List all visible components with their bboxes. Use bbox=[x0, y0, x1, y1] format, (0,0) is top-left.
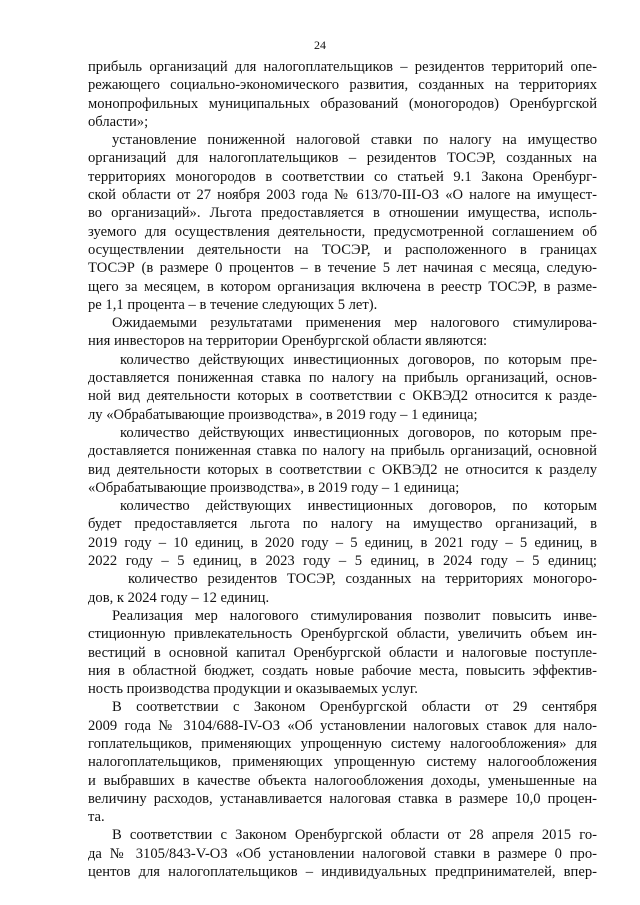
text-line: территориях моногородов в соответствии со статьей 9.1 Закона Оренбург- bbox=[88, 168, 597, 185]
text-line: ния инвесторов на территории Оренбургской области являются: bbox=[88, 333, 488, 350]
text-line: ре 1,1 процента – в течение следующих 5 лет). bbox=[88, 296, 378, 313]
text-line: доставляется пониженная ставка по налогу на прибыль организаций, основной bbox=[88, 443, 597, 460]
text-line: дов, к 2024 году – 12 единиц. bbox=[88, 589, 270, 606]
text-line: количество резидентов ТОСЭР, созданных на территориях моногоро- bbox=[128, 571, 597, 588]
text-line: осуществлении деятельности на ТОСЭР, и расположенного в границах bbox=[88, 241, 597, 258]
text-line: 2022 году – 5 единиц, в 2023 году – 5 единиц, в 2024 году – 5 единиц; bbox=[88, 553, 597, 570]
text-line: да № 3105/843-V-ОЗ «Об установлении налоговой ставки в размере 0 про- bbox=[88, 845, 597, 862]
text-line: доставляется пониженная ставка по налогу на прибыль организаций, основ- bbox=[88, 370, 597, 387]
text-line: 2019 году – 10 единиц, в 2020 году – 5 единиц, в 2021 году – 5 единиц, в bbox=[88, 534, 597, 551]
text-line: 2009 года № 3104/688-IV-ОЗ «Об установлении налоговых ставок для нало- bbox=[88, 717, 597, 734]
text-line: гоплательщиков, применяющих упрощенную систему налогообложения» для bbox=[88, 735, 597, 752]
text-line: области»; bbox=[88, 113, 149, 130]
text-line: лу «Обрабатывающие производства», в 2019 году – 1 единица; bbox=[88, 406, 478, 423]
text-line: зуемого для осуществления деятельности, предусмотренной соглашением об bbox=[88, 223, 597, 240]
text-line: во организаций». Льгота предоставляется в отношении имущества, исполь- bbox=[88, 205, 597, 222]
text-line: вид деятельности которых в соответствии с ОКВЭД2 не относится к разделу bbox=[88, 461, 597, 478]
text-line: та. bbox=[88, 809, 105, 826]
text-line: вестиций в основной капитал Оренбургской области и налоговые поступле- bbox=[88, 644, 597, 661]
text-line: и выбравших в качестве объекта налогообложения доходы, уменьшенные на bbox=[88, 772, 597, 789]
text-line: ния в областной бюджет, создать новые рабочие места, повысить эффектив- bbox=[88, 662, 597, 679]
text-line: режающего социально-экономического развития, созданных на территориях bbox=[88, 77, 597, 94]
text-line: величину расходов, устанавливается налоговая ставка в размере 10,0 процен- bbox=[88, 790, 597, 807]
text-line: будет предоставляется льгота по налогу на имущество организаций, в bbox=[88, 516, 597, 533]
text-line: «Обрабатывающие производства», в 2019 году – 1 единица; bbox=[88, 479, 460, 496]
document-body bbox=[88, 58, 597, 881]
text-line: количество действующих инвестиционных договоров, по которым пре- bbox=[120, 351, 597, 368]
text-line: прибыль организаций для налогоплательщиков – резидентов территорий опе- bbox=[88, 59, 597, 75]
text-line: монопрофильных муниципальных образований (моногородов) Оренбургской bbox=[88, 95, 597, 112]
text-line: центов для налогоплательщиков – индивидуальных предпринимателей, впер- bbox=[88, 864, 597, 881]
text-line: ность производства продукции и оказываемых услуг. bbox=[88, 681, 418, 698]
text-line: ной вид деятельности которых в соответствии с ОКВЭД2 относится к разде- bbox=[88, 388, 597, 405]
text-line: щего за месяцем, в котором организация включена в реестр ТОСЭР, в разме- bbox=[88, 278, 597, 295]
text-line: Реализация мер налогового стимулирования позволит повысить инве- bbox=[112, 607, 597, 624]
text-line: установление пониженной налоговой ставки по налогу на имущество bbox=[112, 132, 597, 149]
text-line: количество действующих инвестиционных договоров, по которым пре- bbox=[120, 424, 597, 441]
text-line: Ожидаемыми результатами применения мер налогового стимулирова- bbox=[112, 315, 597, 332]
text-line: налогоплательщиков, применяющих упрощенную систему налогообложения bbox=[88, 754, 597, 771]
text-line: организаций для налогоплательщиков – резидентов ТОСЭР, созданных на bbox=[88, 150, 597, 167]
text-line: количество действующих инвестиционных договоров, по которым bbox=[120, 498, 597, 515]
text-line: стиционную привлекательность Оренбургской области, увеличить объем ин- bbox=[88, 626, 597, 643]
page-number: 24 bbox=[314, 38, 326, 52]
text-line: ской области от 27 ноября 2003 года № 613/70-III-ОЗ «О налоге на имущест- bbox=[88, 187, 597, 204]
text-line: ТОСЭР (в размере 0 процентов – в течение 5 лет начиная с месяца, следую- bbox=[88, 260, 597, 277]
text-line: В соответствии с Законом Оренбургской области от 28 апреля 2015 го- bbox=[112, 827, 597, 844]
text-line: В соответствии с Законом Оренбургской области от 29 сентября bbox=[112, 699, 597, 716]
